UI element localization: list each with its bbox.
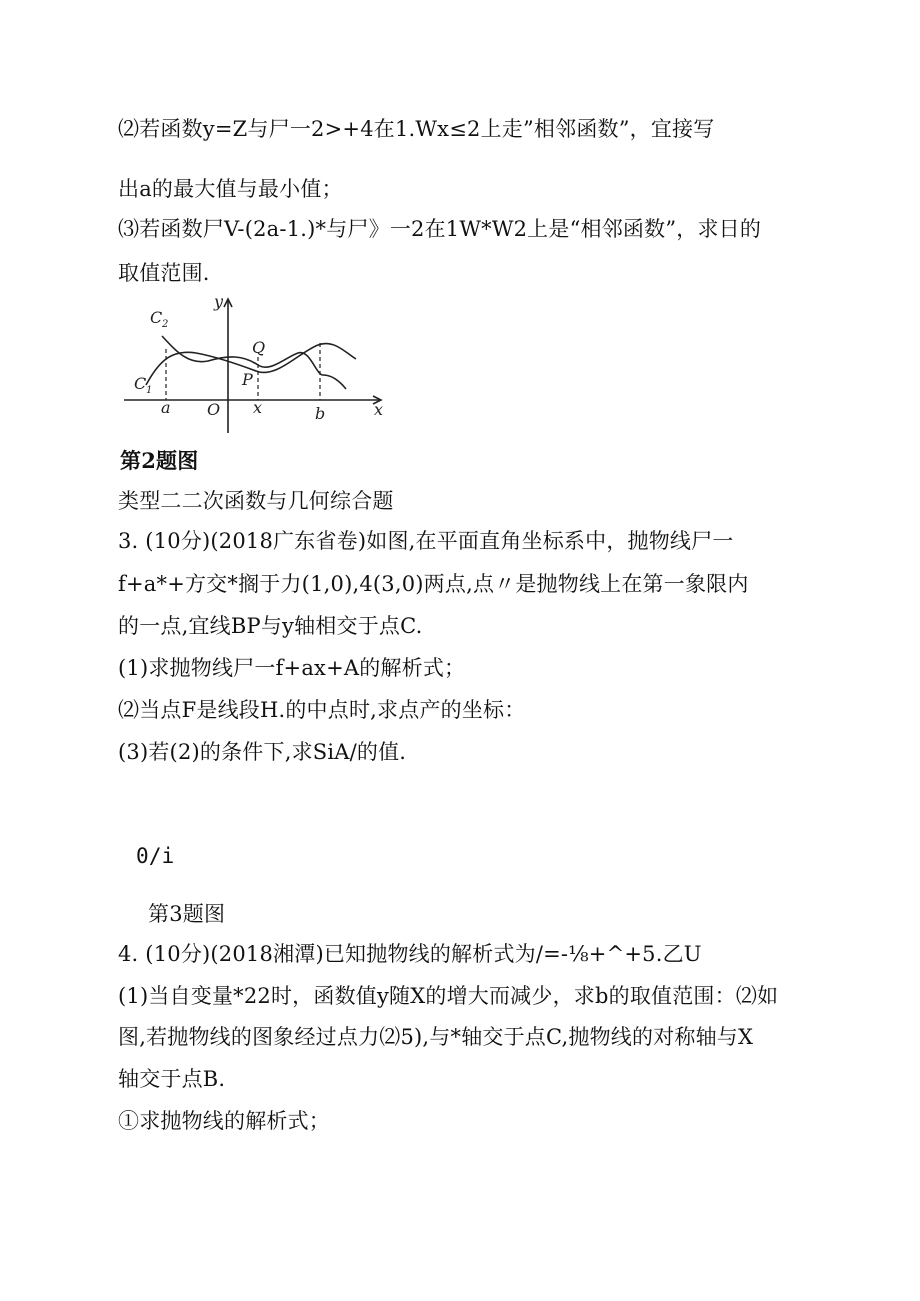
q4-line-4: 轴交于点B. bbox=[118, 1067, 226, 1091]
label-y: y bbox=[214, 293, 224, 311]
label-x-axis: x bbox=[374, 400, 384, 419]
label-b: b bbox=[315, 404, 326, 423]
text-line-3: ⑶若函数尸V-(2a-1.)*与尸》一2在1W*W2上是“相邻函数”，求日的 bbox=[118, 217, 762, 241]
label-o: O bbox=[207, 400, 221, 419]
q3-line-3: 的一点,宜线BP与y轴相交于点C. bbox=[118, 614, 423, 638]
label-c1: C bbox=[134, 374, 147, 393]
q4-line-3: 图,若抛物线的图象经过点力⑵5),与*轴交于点C,抛物线的对称轴与X bbox=[118, 1025, 754, 1049]
label-a: a bbox=[161, 398, 171, 417]
q3-sub-1: (1)求抛物线尸一f+ax+A的解析式； bbox=[118, 656, 466, 680]
q3-sub-2: ⑵当点F是线段H.的中点时,求点产的坐标： bbox=[118, 698, 526, 722]
label-c2: C bbox=[150, 308, 163, 327]
label-p: P bbox=[242, 370, 253, 389]
text-line-1: ⑵若函数y=Z与尸一2>+4在1.Wx≤2上走”相邻函数”，宜接写 bbox=[118, 117, 715, 141]
q3-line-2: f+a*+方交*搁于力(1,0),4(3,0)两点,点〃是抛物线上在第一象限内 bbox=[118, 572, 749, 596]
label-x-tick: x bbox=[253, 398, 263, 417]
text-line-4: 取值范围. bbox=[118, 261, 210, 285]
section-title: 类型二二次函数与几何综合题 bbox=[118, 489, 394, 513]
label-q: Q bbox=[252, 338, 266, 357]
figure-2-curves bbox=[118, 293, 393, 438]
label-c1-sub: 1 bbox=[146, 385, 153, 396]
label-c2-sub: 2 bbox=[162, 319, 169, 330]
q3-sub-3: (3)若(2)的条件下,求SiA/的值. bbox=[118, 740, 407, 764]
figure-3-label: 0/i bbox=[136, 844, 175, 868]
q4-line-5: ①求抛物线的解析式； bbox=[118, 1109, 330, 1133]
q4-line-2: (1)当自变量*22时，函数值y随X的增大而减少，求b的取值范围：⑵如 bbox=[118, 984, 779, 1008]
q4-line-1: 4. (10分)(2018湘潭)已知抛物线的解析式为/=-⅛+^+5.乙U bbox=[118, 942, 702, 966]
text-line-2: 出a的最大值与最小值； bbox=[118, 177, 343, 201]
q3-line-1: 3. (10分)(2018广东省卷)如图,在平面直角坐标系中，抛物线尸一 bbox=[118, 529, 734, 553]
figure-3-caption: 第3题图 bbox=[148, 902, 226, 926]
figure-2-caption: 第2题图 bbox=[120, 448, 199, 473]
